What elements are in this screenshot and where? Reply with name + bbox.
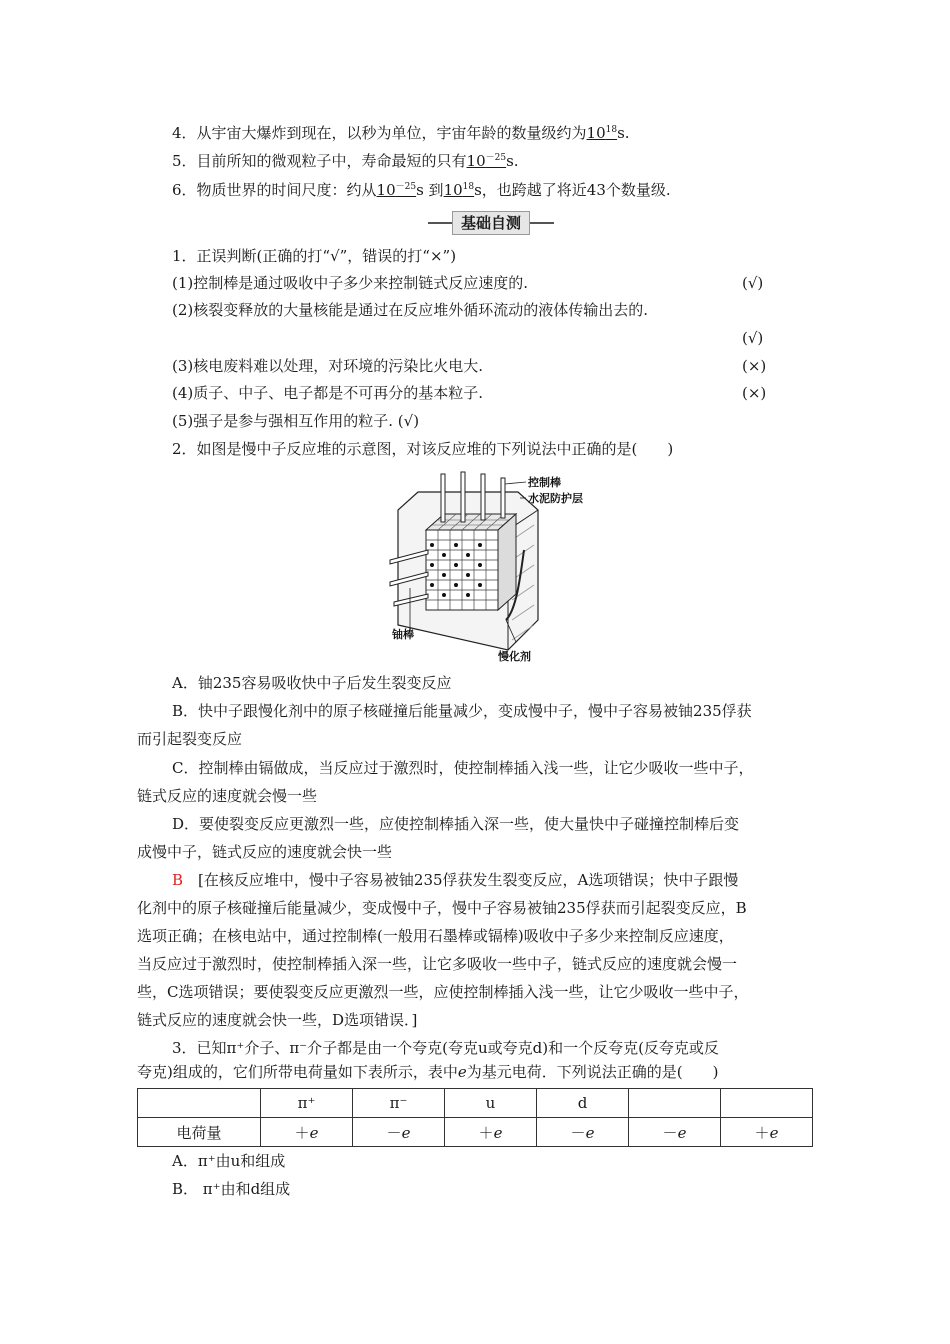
q1-item-1: (1)控制棒是通过吸收中子多少来控制链式反应速度的. bbox=[172, 274, 529, 292]
charge-table bbox=[137, 1088, 813, 1147]
section-title: 基础自测 bbox=[452, 211, 530, 235]
intro-item-5: 5．目前所知的微观粒子中，寿命最短的只有$10^{-25}s$. bbox=[172, 152, 519, 170]
table-header-cell: u bbox=[445, 1089, 537, 1118]
q2-explanation-line-5: 些，C选项错误；要使裂变反应更激烈一些，应使控制棒插入浅一些，让它少吸收一些中子， bbox=[137, 983, 749, 1001]
q1-item-4-mark: (×) bbox=[742, 384, 767, 402]
banner-left-rule bbox=[428, 222, 452, 224]
q1-item-2: (2)核裂变释放的大量核能是通过在反应堆外循环流动的液体传输出去的. bbox=[172, 301, 649, 319]
q3-option-a: A．π⁺由u和组成 bbox=[172, 1152, 286, 1170]
q2-option-b: B．快中子跟慢化剂中的原子核碰撞后能量减少，变成慢中子，慢中子容易被铀235俘获 bbox=[172, 702, 752, 720]
q1-item-4: (4)质子、中子、电子都是不可再分的基本粒子. bbox=[172, 384, 484, 402]
table-header-cell: d bbox=[537, 1089, 629, 1118]
table-header-cell: π⁻ bbox=[353, 1089, 445, 1118]
table-cell: －e bbox=[629, 1118, 721, 1147]
banner-right-rule bbox=[530, 222, 554, 224]
table-row bbox=[138, 1118, 813, 1147]
q2-explanation-line-1: B [在核反应堆中，慢中子容易被铀235俘获发生裂变反应，A选项错误；快中子跟慢 bbox=[172, 871, 739, 889]
table-cell: ＋e bbox=[721, 1118, 813, 1147]
table-cell: ＋e bbox=[261, 1118, 353, 1147]
intro-item-4: 4．从宇宙大爆炸到现在，以秒为单位，宇宙年龄的数量级约为$10^{18}s$. bbox=[172, 124, 630, 142]
table-header-row bbox=[138, 1089, 813, 1118]
section-banner bbox=[428, 211, 554, 235]
q2-option-c: C．控制棒由镉做成，当反应过于激烈时，使控制棒插入浅一些，让它少吸收一些中子， bbox=[172, 759, 754, 777]
label-uranium-rod: 铀棒 bbox=[392, 628, 414, 641]
q2-explanation-line-2: 化剂中的原子核碰撞后能量减少，变成慢中子，慢中子容易被铀235俘获而引起裂变反应，B bbox=[137, 899, 747, 917]
table-cell: －e bbox=[537, 1118, 629, 1147]
answer-underline: $10^{18}$ bbox=[586, 124, 618, 142]
q2-explanation-line-3: 选项正确；在核电站中，通过控制棒(一般用石墨棒或镉棒)吸收中子多少来控制反应速度， bbox=[137, 927, 734, 945]
label-shield: 水泥防护层 bbox=[528, 492, 583, 505]
q2-option-d-cont: 成慢中子，链式反应的速度就会快一些 bbox=[137, 843, 393, 861]
table-header-cell bbox=[721, 1089, 813, 1118]
intro-item-6: 6．物质世界的时间尺度：约从$10^{-25}s$ 到$10^{18}s$，也跨越了将近43个数量级. bbox=[172, 181, 671, 199]
q1-item-2-mark: (√) bbox=[742, 329, 764, 347]
q2-stem: 2．如图是慢中子反应堆的示意图，对该反应堆的下列说法中正确的是( ) bbox=[172, 440, 674, 458]
q2-option-a: A．铀235容易吸收快中子后发生裂变反应 bbox=[172, 674, 452, 692]
q3-stem-cont: 夸克)组成的，它们所带电荷量如下表所示，表中e为基元电荷．下列说法正确的是( ) bbox=[137, 1063, 719, 1081]
answer-underline: $10^{18}$ bbox=[443, 181, 475, 199]
reactor-figure bbox=[388, 470, 608, 665]
q1-title: 1．正误判断(正确的打“√”，错误的打“×”) bbox=[172, 247, 457, 265]
q2-explanation-line-6: 链式反应的速度就会快一些，D选项错误．] bbox=[137, 1011, 418, 1029]
q1-item-1-mark: (√) bbox=[742, 274, 764, 292]
q2-option-c-cont: 链式反应的速度就会慢一些 bbox=[137, 787, 318, 805]
label-moderator: 慢化剂 bbox=[498, 650, 531, 663]
q1-item-5: (5)强子是参与强相互作用的粒子. (√) bbox=[172, 412, 420, 430]
q2-option-b-cont: 而引起裂变反应 bbox=[137, 730, 243, 748]
table-header-cell bbox=[629, 1089, 721, 1118]
q2-option-d: D．要使裂变反应更激烈一些，应使控制棒插入深一些，使大量快中子碰撞控制棒后变 bbox=[172, 815, 740, 833]
core-side bbox=[498, 514, 516, 610]
answer-underline: $10^{-25}$ bbox=[466, 152, 507, 170]
reactor-diagram bbox=[388, 470, 608, 665]
q1-item-3-mark: (×) bbox=[742, 357, 767, 375]
table-cell: －e bbox=[353, 1118, 445, 1147]
table-header-cell: π⁺ bbox=[261, 1089, 353, 1118]
q3-stem: 3．已知π⁺介子、π⁻介子都是由一个夸克(夸克u或夸克d)和一个反夸克(反夸克或反 bbox=[172, 1039, 719, 1057]
table-cell: ＋e bbox=[445, 1118, 537, 1147]
label-control-rod: 控制棒 bbox=[528, 476, 561, 489]
answer-underline: $10^{-25}$ bbox=[376, 181, 417, 199]
q2-answer: B bbox=[172, 871, 184, 889]
table-row-label: 电荷量 bbox=[138, 1118, 261, 1147]
q2-explanation-line-4: 当反应过于激烈时，使控制棒插入深一些，让它多吸收一些中子，链式反应的速度就会慢一 bbox=[137, 955, 738, 973]
q3-option-b: B． π⁺由和d组成 bbox=[172, 1180, 291, 1198]
table-header-cell bbox=[138, 1089, 261, 1118]
q1-item-3: (3)核电废料难以处理，对环境的污染比火电大. bbox=[172, 357, 484, 375]
